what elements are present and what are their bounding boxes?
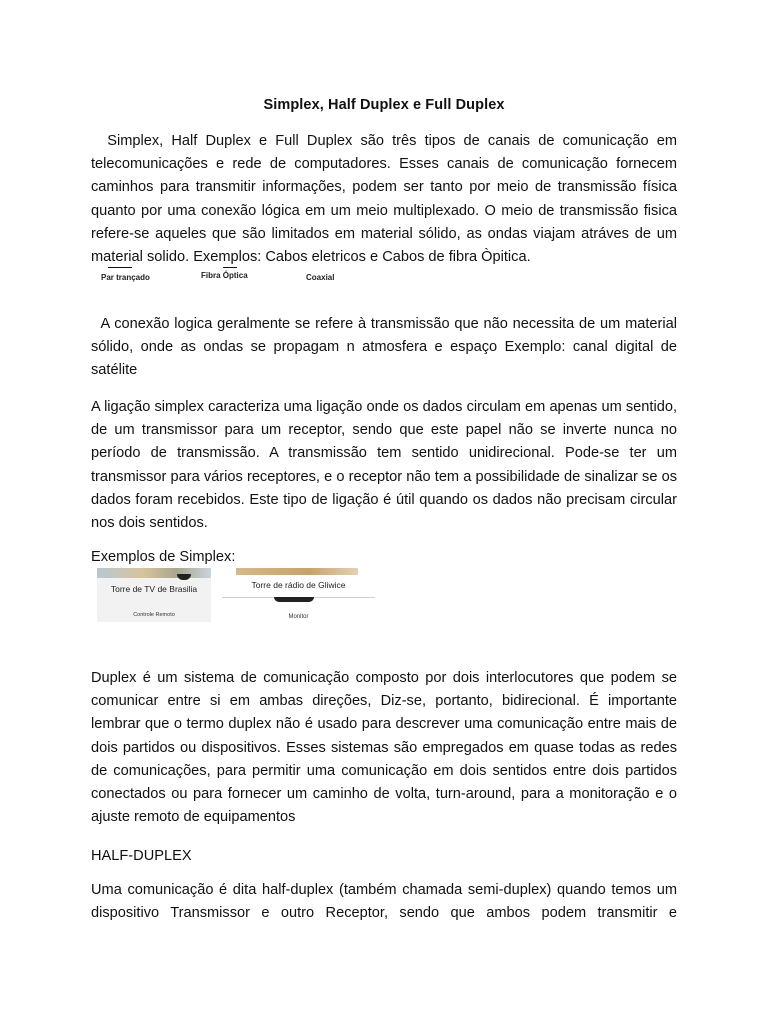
radio-tower-image bbox=[222, 568, 375, 624]
tv-tower-label: Torre de TV de Brasilia bbox=[110, 584, 198, 594]
radio-tower-photo bbox=[236, 568, 358, 575]
caption-par-trancado: Par trançado bbox=[101, 273, 150, 282]
paragraph-simplex: A ligação simplex caracteriza uma ligação onde os dados circulam em apenas um sentido, de um transmissor para um receptor, sendo que este papel não se inverte nunca no período de transmissão. A transmissão tem sentido unidirecional. Pode-se ter um transmissor para vários receptores, e o receptor não tem a possibilidade de sinalizar se os dados foram recebidos. Este tipo de ligação é útil quando os dados não precisam circular nos dois sentidos. bbox=[91, 399, 677, 532]
caption-coaxial: Coaxial bbox=[306, 273, 335, 282]
monitor-label: Monitor bbox=[288, 614, 309, 620]
examples-heading: Exemplos de Simplex: bbox=[91, 549, 236, 565]
underline-mark bbox=[108, 267, 132, 268]
tv-tower-photo bbox=[97, 568, 211, 578]
monitor-shape bbox=[274, 597, 314, 602]
tv-tower-image bbox=[97, 568, 211, 622]
paragraph-half-duplex: Uma comunicação é dita half-duplex (também chamada semi-duplex) quando temos um dispositivo Transmissor e outro Receptor, sendo que ambos podem transmitir e bbox=[91, 882, 677, 922]
radio-tower-label: Torre de rádio de Gliwice bbox=[251, 580, 346, 590]
remote-control-shape bbox=[177, 574, 191, 580]
remote-control-label: Controle Remoto bbox=[133, 612, 175, 618]
paragraph-duplex: Duplex é um sistema de comunicação composto por dois interlocutores que podem se comunicar entre si em ambas direções, Diz-se, portanto, bidirecional. É importante lembrar que o termo duplex não é usado para descrever uma comunicação entre mais de dois partidos ou dispositivos. Esses sistemas são empregados em quase todas as redes de comunicações, para permitir uma comunicação em dois sentidos entre dois partidos conectados ou para fornecer um caminho de volta, turn-around, para a monitoração e o ajuste remoto de equipamentos bbox=[91, 670, 677, 826]
paragraph-logical-connection: A conexão logica geralmente se refere à transmissão que não necessita de um material sólido, onde as ondas se propagam n atmosfera e espaço Exemplo: canal digital de satélite bbox=[91, 316, 677, 379]
underline-mark bbox=[223, 267, 237, 268]
caption-fibra-optica: Fibra Óptica bbox=[201, 271, 248, 280]
document-title: Simplex, Half Duplex e Full Duplex bbox=[263, 97, 505, 113]
paragraph-intro: Simplex, Half Duplex e Full Duplex são três tipos de canais de comunicação em telecomunicações e rede de computadores. Esses canais de comunicação fornecem caminhos para transmitir informações, podem ser tanto por meio de transmissão física quanto por uma conexão lógica em um meio multiplexado. O meio de transmissão fisica refere-se aqueles que são limitados em material sólido, as ondas viajam atráves de um material solido. Exemplos: Cabos eletricos e Cabos de fibra Òpitica. bbox=[91, 133, 677, 266]
half-duplex-heading: HALF-DUPLEX bbox=[91, 848, 192, 864]
